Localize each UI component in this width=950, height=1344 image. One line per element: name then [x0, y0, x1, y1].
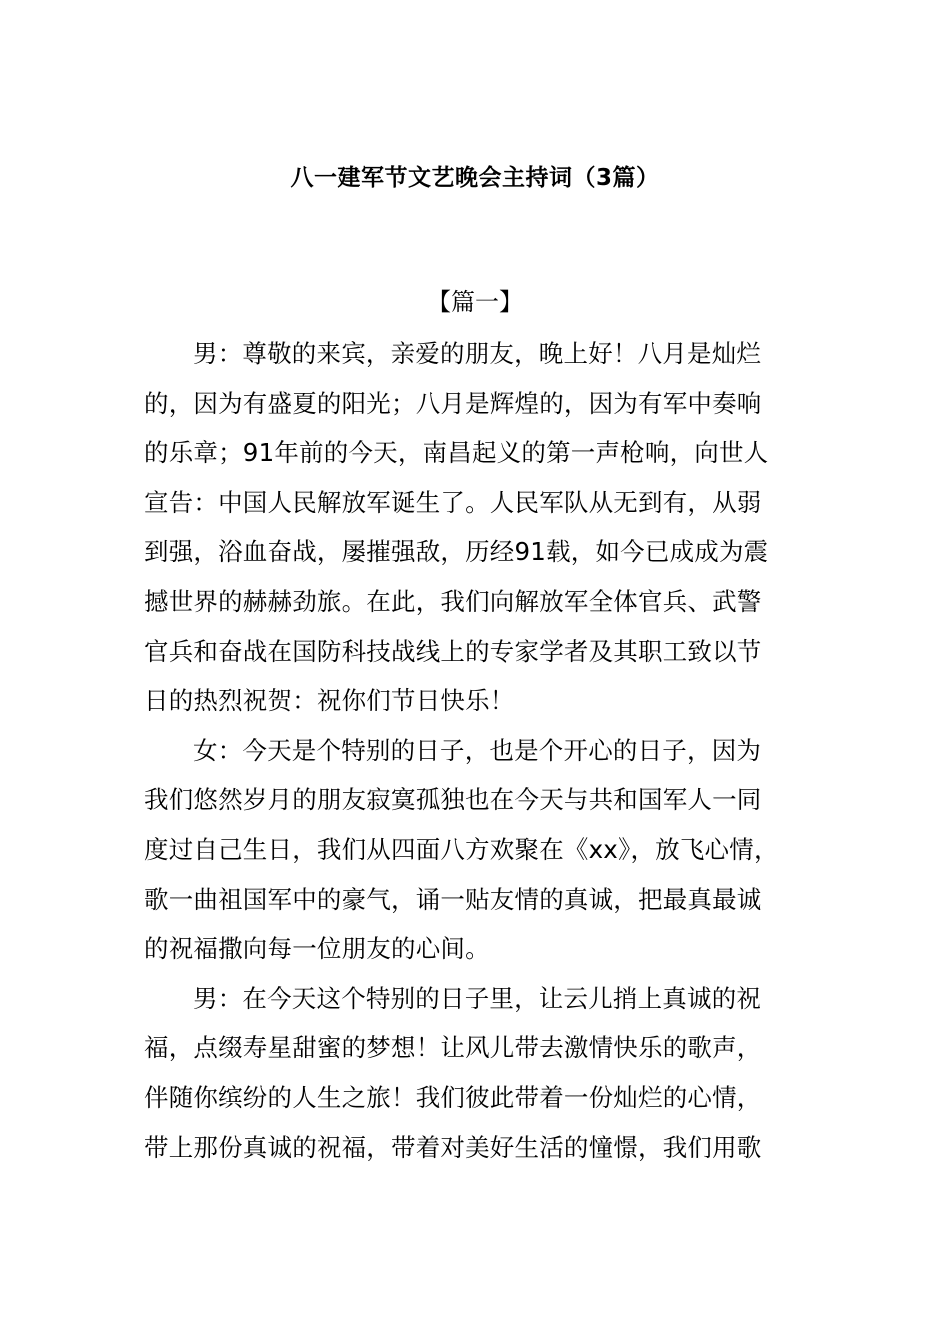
paragraph-line: 撼世界的赫赫劲旅。在此，我们向解放军全体官兵、武警 — [144, 586, 762, 616]
paragraph-line: 的乐章；91年前的今天，南昌起义的第一声枪响，向世人 — [144, 438, 769, 468]
paragraph-line: 歌一曲祖国军中的豪气，诵一贴友情的真诚，把最真最诚 — [144, 884, 762, 914]
paragraph-line: 我们悠然岁月的朋友寂寞孤独也在今天与共和国军人一同 — [144, 785, 762, 815]
section-heading: 【篇一】 — [427, 288, 523, 316]
paragraph-line: 度过自己生日，我们从四面八方欢聚在《xx》，放飞心情， — [144, 834, 779, 864]
document-body — [144, 329, 829, 1172]
paragraph-line: 女：今天是个特别的日子，也是个开心的日子，因为 — [193, 735, 762, 765]
paragraph-line: 到强，浴血奋战，屡摧强敌，历经91载，如今已成成为震 — [144, 537, 769, 567]
paragraph-line: 宣告：中国人民解放军诞生了。人民军队从无到有，从弱 — [144, 487, 762, 517]
paragraph-line: 带上那份真诚的祝福，带着对美好生活的憧憬，我们用歌 — [144, 1132, 762, 1162]
paragraph-line: 男：在今天这个特别的日子里，让云儿捎上真诚的祝 — [193, 983, 762, 1013]
paragraph-line: 官兵和奋战在国防科技战线上的专家学者及其职工致以节 — [144, 636, 762, 666]
paragraph-line: 的祝福撒向每一位朋友的心间。 — [144, 934, 490, 964]
paragraph-line: 日的热烈祝贺：祝你们节日快乐！ — [144, 686, 515, 716]
paragraph-line: 的，因为有盛夏的阳光；八月是辉煌的，因为有军中奏响 — [144, 388, 762, 418]
document-title: 八一建军节文艺晚会主持词（3篇） — [290, 165, 660, 191]
paragraph-line: 男：尊敬的来宾，亲爱的朋友，晚上好！八月是灿烂 — [193, 339, 762, 368]
paragraph-line: 福，点缀寿星甜蜜的梦想！让风儿带去激情快乐的歌声， — [144, 1033, 762, 1063]
paragraph-line: 伴随你缤纷的人生之旅！我们彼此带着一份灿烂的心情， — [144, 1082, 762, 1112]
